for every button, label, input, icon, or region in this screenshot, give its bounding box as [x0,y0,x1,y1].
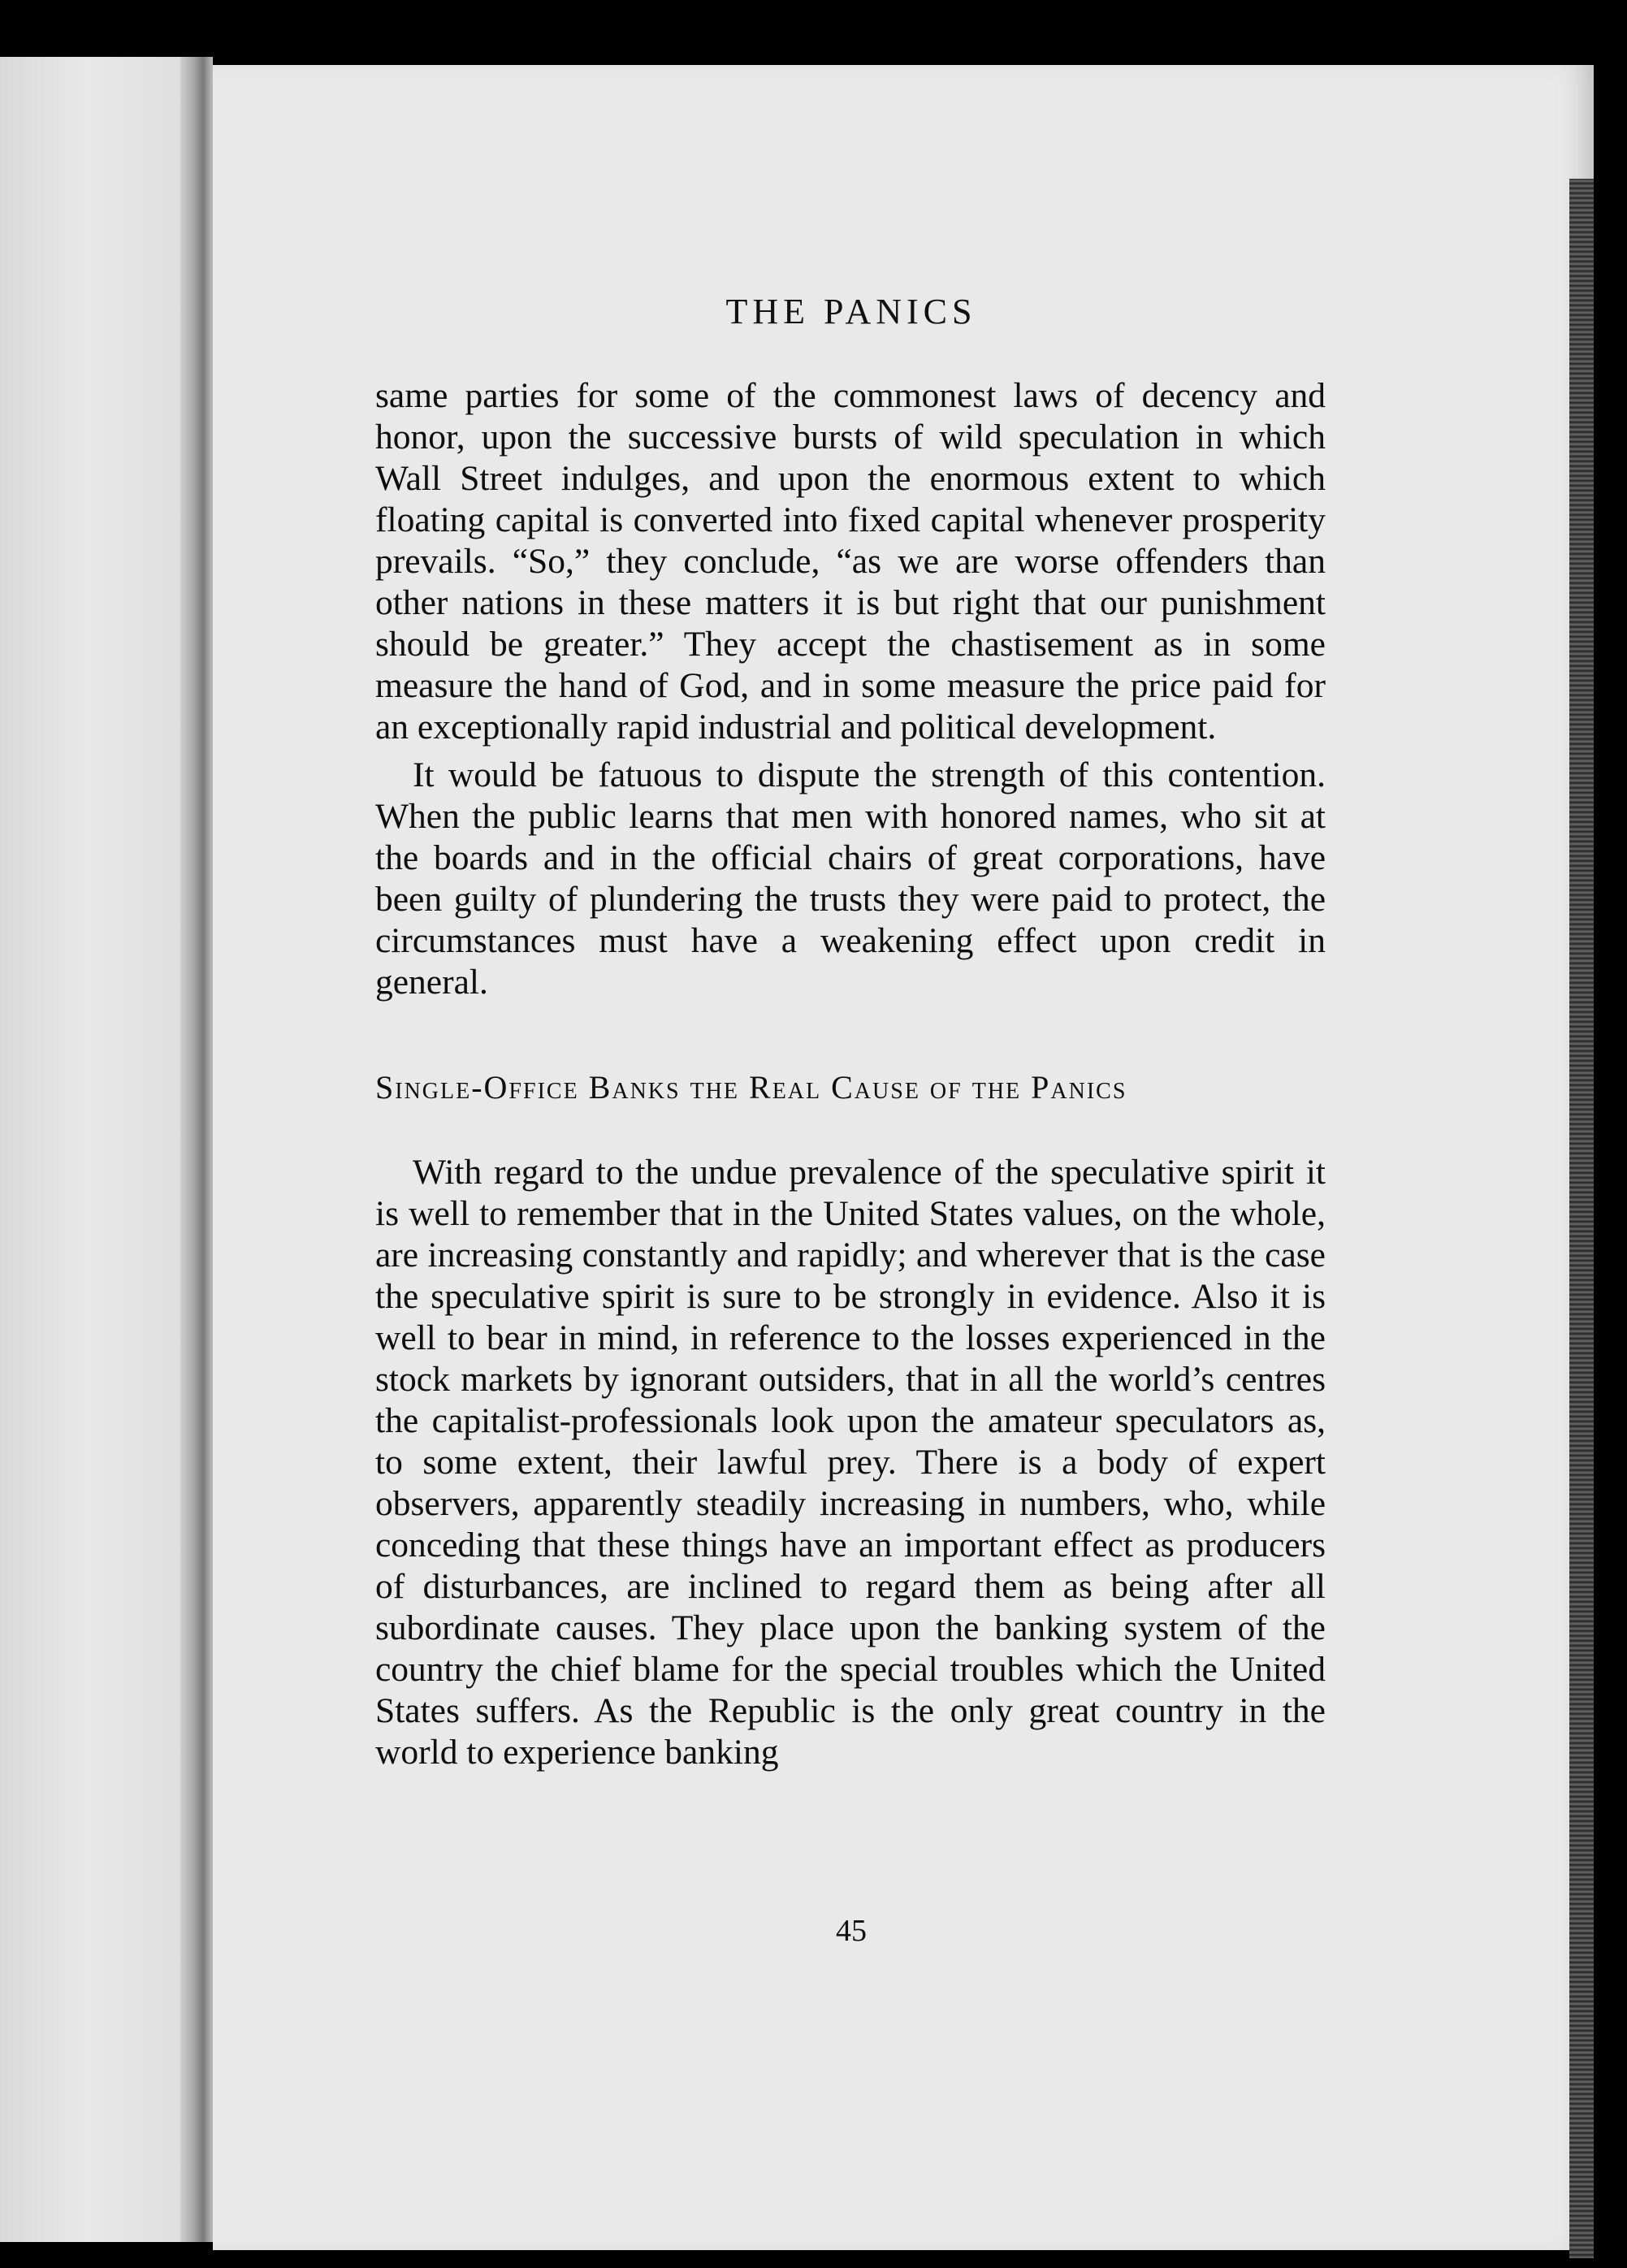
paragraph: It would be fatuous to dispute the strength of this contention. When the public learns that men with honored names, who sit at the boards and in the official chairs of great corporations, have been guilty of plundering the trusts they were paid to protect, the circumstances must have a weakening effect upon credit in general. [375,755,1326,1002]
page-number: 45 [836,1914,867,1948]
book-gutter [180,57,213,2242]
paragraph: same parties for some of the commonest laws of decency and honor, upon the successive bursts of wild speculation in which Wall Street indulges, and upon the enormous extent to which floating capital is converted into fixed capital whenever prosperity prevails. “So,” they conclude, “as we are worse offenders than other nations in these matters it is but right that our punishment should be greater.” They accept the chastisement as in some measure the hand of God, and in some measure the price paid for an exceptionally rapid industrial and political development. [375,376,1326,747]
body-text [375,375,1326,1773]
section-heading: Single-Office Banks the Real Cause of the Panics [375,1069,1127,1106]
paragraph: With regard to the undue prevalence of the speculative spirit it is well to remember that in the United States values, on the whole, are increasing constantly and rapidly; and wherever that is the case the speculative spirit is sure to be strongly in evidence. Also it is well to bear in mind, in reference to the losses experienced in the stock markets by ignorant outsiders, that in all the world’s centres the capitalist-professionals look upon the amateur speculators as, to some extent, their lawful prey. There is a body of expert observers, apparently steadily increasing in numbers, who, while conceding that these things have an important effect as producers of disturbances, are inclined to regard them as being after all subordinate causes. They place upon the banking system of the country the chief blame for the special troubles which the United States suffers. As the Republic is the only great country in the world to experience banking [375,1153,1326,1772]
running-head: THE PANICS [725,292,977,331]
page-stack-edge [1569,179,1594,2258]
book-page [213,65,1594,2250]
